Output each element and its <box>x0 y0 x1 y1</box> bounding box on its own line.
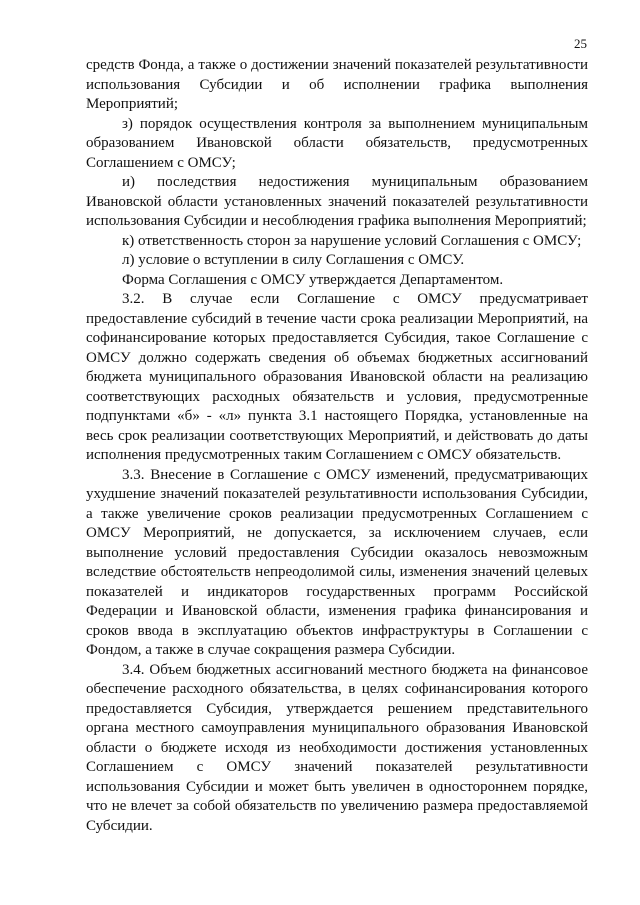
page-number: 25 <box>574 36 587 51</box>
paragraph-section-3-2: 3.2. В случае если Соглашение с ОМСУ предусматривает предоставление субсидий в течение части срока реализации Мероприятий, на софинансирование которых предоставляется Субсидия, такое Соглашение с ОМСУ должно содержать сведения об объемах бюджетных ассигнований бюджета муниципального образования Ивановской области на реализацию соответствующих расходных обязательств и условия, предусмотренные подпунктами «б» - «л» пункта 3.1 настоящего Порядка, установленные на весь срок реализации соответствующих Мероприятий, и действовать до даты исполнения предусмотренных таким Соглашением с ОМСУ обязательств. <box>86 291 588 463</box>
paragraph-item-k: к) ответственность сторон за нарушение условий Соглашения с ОМСУ; <box>122 232 582 249</box>
paragraph-section-3-3: 3.3. Внесение в Соглашение с ОМСУ изменений, предусматривающих ухудшение значений показателей результативности использования Субсидии, а также увеличение сроков реализации предусмотренных Соглашением с ОМСУ Мероприятий, не допускается, за исключением случаев, если выполнение условий предоставления Субсидии оказалось невозможным вследствие обстоятельств непреодолимой силы, изменения значений целевых показателей и индикаторов государственных программ Российской Федерации и Ивановской области, изменения графика финансирования и сроков ввода в эксплуатацию объектов инфраструктуры в Соглашении с Фондом, а также в случае сокращения размера Субсидии. <box>86 466 588 658</box>
paragraph-agreement-form: Форма Соглашения с ОМСУ утверждается Департаментом. <box>122 271 504 288</box>
paragraph-continuation: средств Фонда, а также о достижении значений показателей результативности использования Субсидии и об исполнении графика выполнения Мероприятий; <box>86 57 588 112</box>
paragraph-item-z: з) порядок осуществления контроля за выполнением муниципальным образованием Ивановской области обязательств, предусмотренных Соглашением с ОМСУ; <box>86 115 588 171</box>
document-body <box>86 56 588 836</box>
paragraph-item-l: л) условие о вступлении в силу Соглашения с ОМСУ. <box>122 252 465 268</box>
paragraph-item-i: и) последствия недостижения муниципальным образованием Ивановской области установленных значений показателей результативности использования Субсидии и несоблюдения графика выполнения Мероприятий; <box>86 174 588 229</box>
paragraph-section-3-4: 3.4. Объем бюджетных ассигнований местного бюджета на финансовое обеспечение расходного обязательства, в целях софинансирования которого предоставляется Субсидия, утверждается решением представительного органа местного самоуправления муниципального образования Ивановской области о бюджете исходя из необходимости достижения установленных Соглашением с ОМСУ значений показателей результативности использования Субсидии и может быть увеличен в одностороннем порядке, что не влечет за собой обязательств по увеличению размера предоставляемой Субсидии. <box>86 661 588 834</box>
